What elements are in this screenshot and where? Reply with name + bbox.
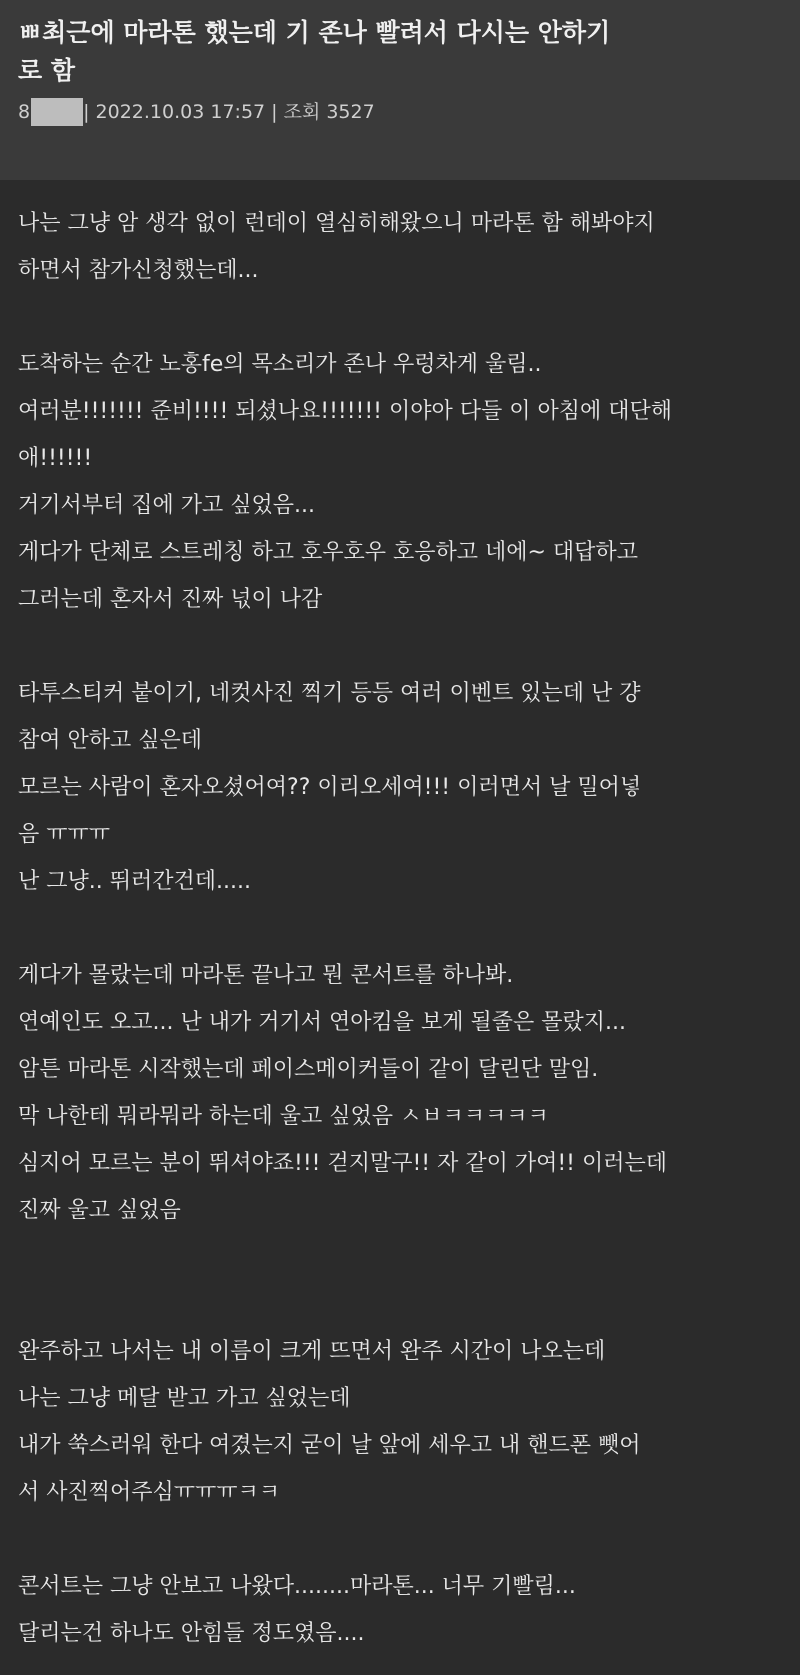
text-line: 달리는건 하나도 안힘들 정도였음.... [18, 1621, 365, 1646]
text-line: 진짜 울고 싶었음 [18, 1198, 181, 1223]
paragraph [18, 341, 782, 623]
text-line: 난 그냥.. 뛰러간건데..... [18, 869, 251, 894]
text-line: 게다가 단체로 스트레칭 하고 호우호우 호응하고 네에~ 대답하고 [18, 540, 638, 565]
text-line: 거기서부터 집에 가고 싶었음... [18, 493, 315, 518]
text-line: 하면서 참가신청했는데... [18, 258, 259, 283]
text-line: 막 나한테 뭐라뭐라 하는데 울고 싶었음 ㅅㅂㅋㅋㅋㅋㅋ [18, 1104, 549, 1129]
text-line: 그러는데 혼자서 진짜 넋이 나감 [18, 587, 323, 612]
text-line: 모르는 사람이 혼자오셨어여?? 이리오세여!!! 이러면서 날 밀어넣 [18, 775, 642, 800]
text-line: 도착하는 순간 노홍fe의 목소리가 존나 우렁차게 울림.. [18, 352, 542, 377]
author-redaction [31, 98, 83, 126]
text-line: 내가 쑥스러워 한다 여겼는지 굳이 날 앞에 세우고 내 핸드폰 뺏어 [18, 1433, 641, 1458]
paragraph [18, 670, 782, 905]
text-line: 암튼 마라톤 시작했는데 페이스메이커들이 같이 달린단 말임. [18, 1057, 599, 1082]
post-body [0, 180, 800, 1657]
text-line: 나는 그냥 메달 받고 가고 싶었는데 [18, 1386, 351, 1411]
text-line: 서 사진찍어주심ㅠㅠㅠㅋㅋ [18, 1480, 281, 1505]
text-line: 콘서트는 그냥 안보고 나왔다........마라톤... 너무 기빨림... [18, 1574, 576, 1599]
text-line: 심지어 모르는 분이 뛰셔야죠!!! 걷지말구!! 자 같이 가여!! 이러는데 [18, 1151, 667, 1176]
text-line: 애!!!!!! [18, 446, 93, 471]
post-header [0, 0, 800, 180]
text-line: 나는 그냥 암 생각 없이 런데이 열심히해왔으니 마라톤 함 해봐야지 [18, 211, 655, 236]
paragraph [18, 1328, 782, 1516]
text-line: 완주하고 나서는 내 이름이 크게 뜨면서 완주 시간이 나오는데 [18, 1339, 606, 1364]
text-line: 타투스티커 붙이기, 네컷사진 찍기 등등 여러 이벤트 있는데 난 걍 [18, 681, 641, 706]
paragraph [18, 200, 782, 294]
text-line: 참여 안하고 싶은데 [18, 728, 203, 753]
post-date-views: | 2022.10.03 17:57 | 조회 3527 [83, 101, 375, 123]
text-line: 음 ㅠㅠㅠ [18, 822, 111, 847]
author-name[interactable]: 8 [18, 101, 31, 123]
paragraph [18, 1563, 782, 1657]
text-line: 여러분!!!!!!! 준비!!!! 되셨나요!!!!!!! 이야아 다들 이 아침에 대단해 [18, 399, 672, 424]
post-meta [18, 98, 782, 126]
text-line: 연예인도 오고... 난 내가 거기서 연아킴을 보게 될줄은 몰랐지... [18, 1010, 626, 1035]
paragraph [18, 952, 782, 1234]
text-line: 게다가 몰랐는데 마라톤 끝나고 뭔 콘서트를 하나봐. [18, 963, 514, 988]
post-title: ㅃ최근에 마라톤 했는데 기 존나 빨려서 다시는 안하기 로 함 [18, 18, 611, 85]
